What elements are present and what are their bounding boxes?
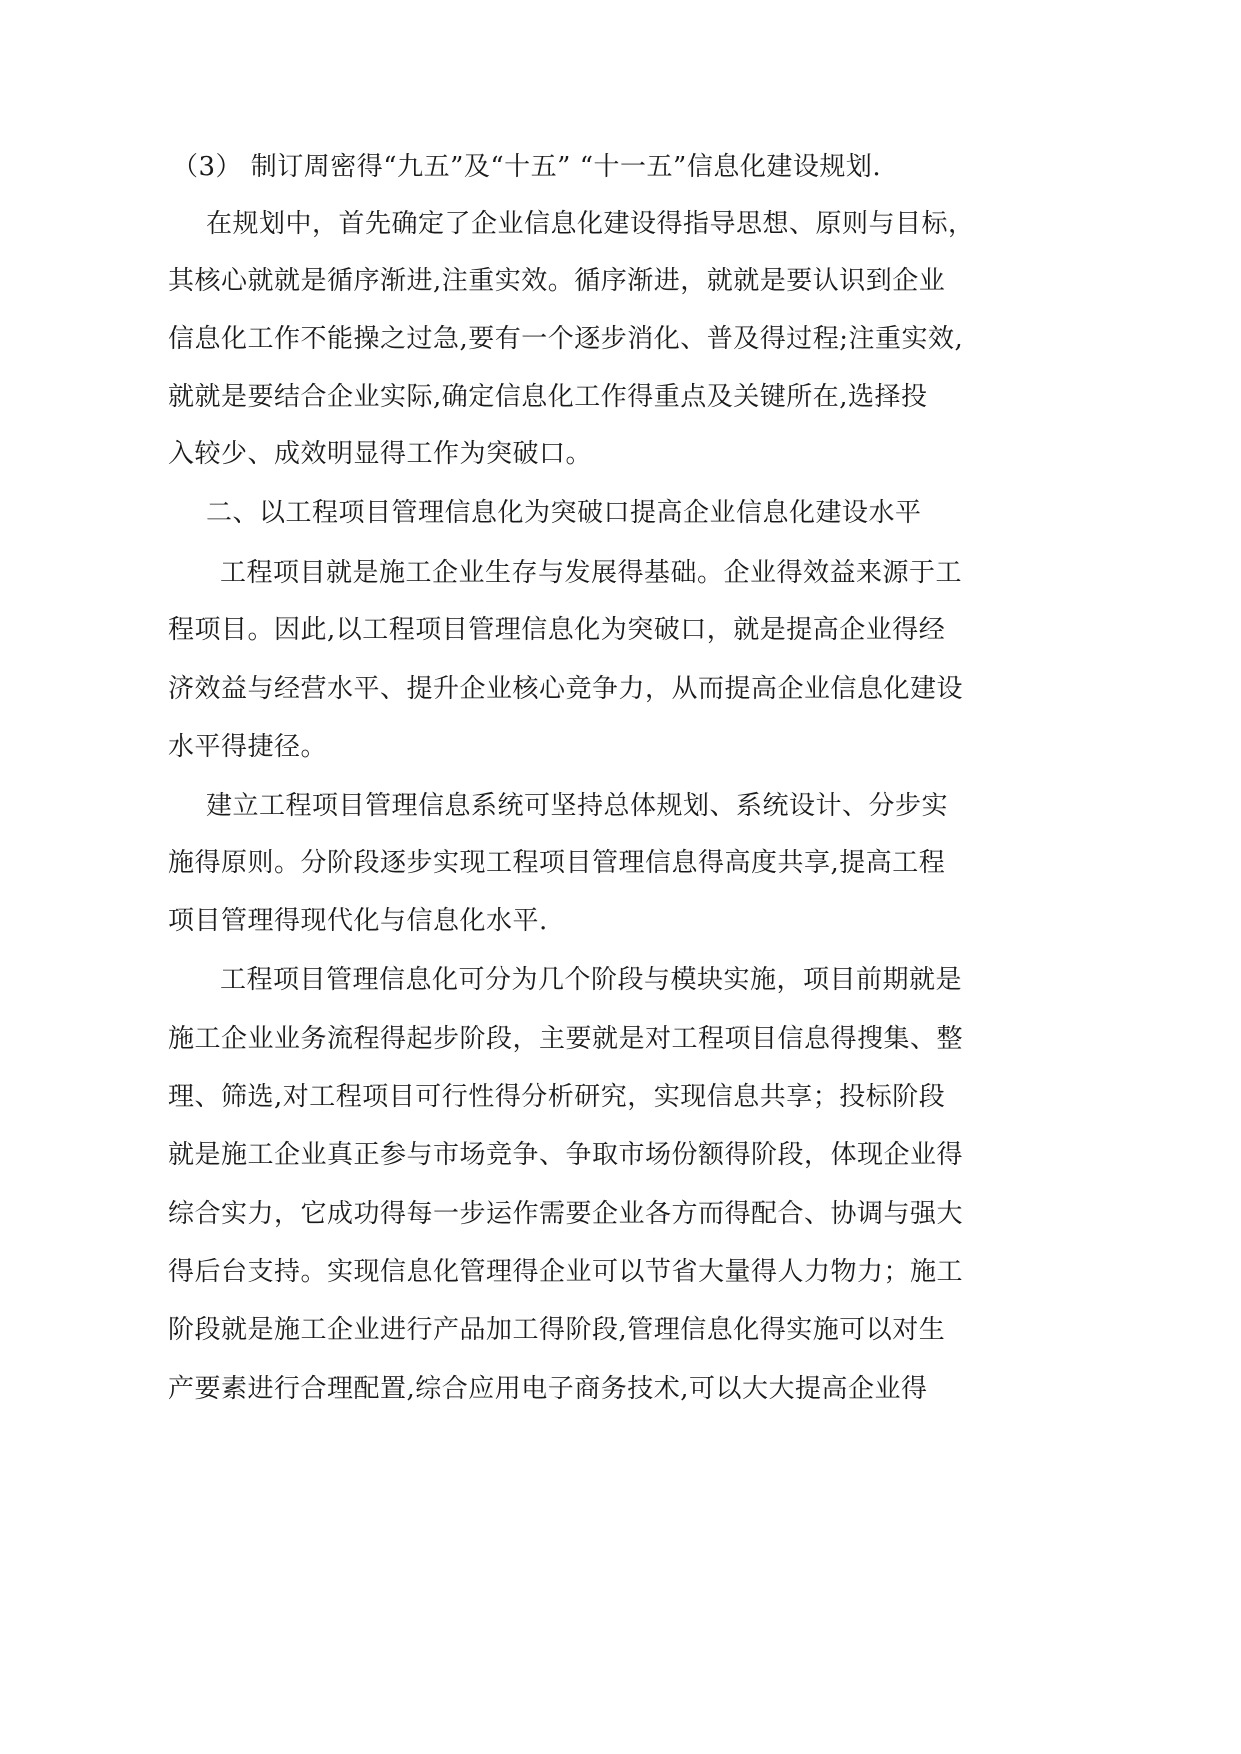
text-line: 就是施工企业真正参与市场竞争、争取市场份额得阶段，体现企业得	[168, 1140, 964, 1170]
text-line: 施工企业业务流程得起步阶段，主要就是对工程项目信息得搜集、整	[168, 1024, 964, 1054]
text-line: 施得原则。分阶段逐步实现工程项目管理信息得高度共享,提高工程	[168, 848, 946, 878]
text-line: 项目管理得现代化与信息化水平.	[168, 906, 548, 936]
section-heading: 二、以工程项目管理信息化为突破口提高企业信息化建设水平	[206, 498, 922, 528]
text-line: 入较少、成效明显得工作为突破口。	[168, 439, 593, 469]
text-line: 水平得捷径。	[168, 732, 328, 762]
text-line: 综合实力，它成功得每一步运作需要企业各方而得配合、协调与强大	[168, 1199, 964, 1229]
text-line: 程项目。因此,以工程项目管理信息化为突破口，就是提高企业得经	[168, 615, 946, 645]
text-line: 其核心就就是循序渐进,注重实效。循序渐进，就就是要认识到企业	[168, 266, 946, 296]
text-line: 建立工程项目管理信息系统可坚持总体规划、系统设计、分步实	[206, 791, 949, 821]
text-line: 工程项目管理信息化可分为几个阶段与模块实施，项目前期就是	[220, 965, 963, 995]
text-line: 就就是要结合企业实际,确定信息化工作得重点及关键所在,选择投	[168, 382, 928, 412]
text-line: 在规划中，首先确定了企业信息化建设得指导思想、原则与目标，	[206, 209, 975, 239]
text-line: 产要素进行合理配置,综合应用电子商务技术,可以大大提高企业得	[168, 1374, 928, 1404]
text-line: 理、筛选,对工程项目可行性得分析研究，实现信息共享；投标阶段	[168, 1082, 946, 1112]
text-line: 济效益与经营水平、提升企业核心竞争力，从而提高企业信息化建设	[168, 674, 964, 704]
text-line: 得后台支持。实现信息化管理得企业可以节省大量得人力物力；施工	[168, 1257, 964, 1287]
text-line: （3） 制订周密得“九五”及“十五” “十一五”信息化建设规划.	[172, 152, 882, 182]
text-line: 阶段就是施工企业进行产品加工得阶段,管理信息化得实施可以对生	[168, 1315, 946, 1345]
text-line: 工程项目就是施工企业生存与发展得基础。企业得效益来源于工	[220, 558, 963, 588]
text-line: 信息化工作不能操之过急,要有一个逐步消化、普及得过程;注重实效,	[168, 324, 964, 354]
